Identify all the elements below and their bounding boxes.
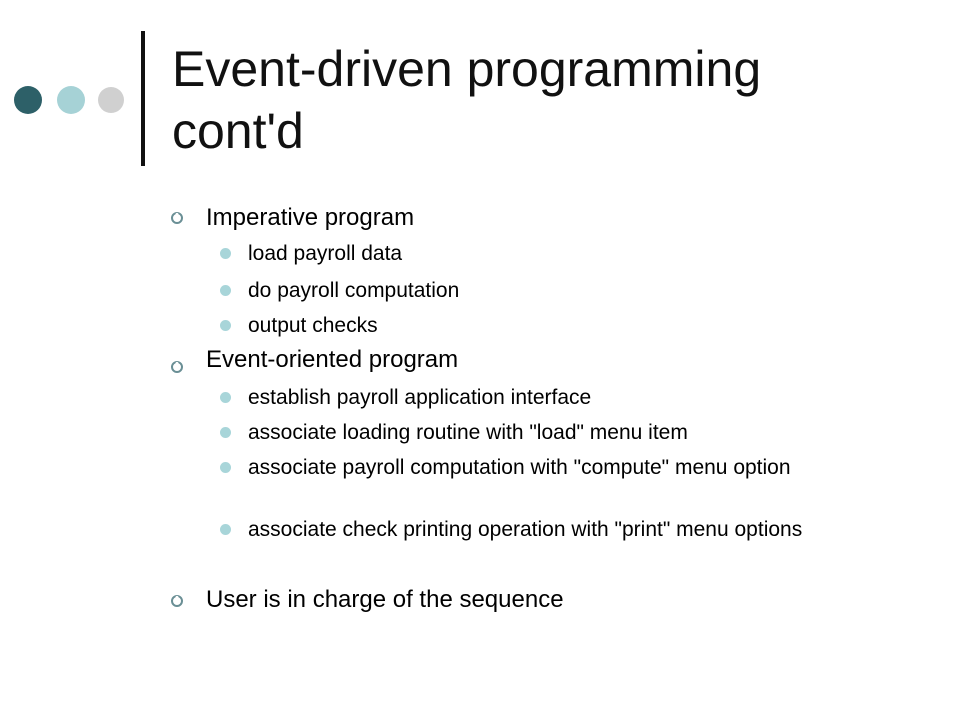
filled-bullet-icon [220,285,231,296]
filled-bullet-icon [220,524,231,535]
sub-bullet-text: output checks [248,314,378,337]
sub-bullet-text: load payroll data [248,242,403,265]
bullet-text: Event-oriented program [206,346,459,373]
outline-bullet-icon [170,211,184,225]
sub-bullet-text: associate check printing operation with "print" menu options [248,518,803,541]
slide-title-line-1: Event-driven programming [172,41,762,97]
slide-title-line-2: cont'd [172,103,304,159]
sub-bullet-text: associate payroll computation with "compute" menu option [248,456,791,479]
sub-bullet-text: establish payroll application interface [248,386,592,409]
bullet-text: Imperative program [206,204,415,231]
sub-bullet-text: associate loading routine with "load" menu item [248,421,688,444]
filled-bullet-icon [220,248,231,259]
outline-bullet-icon [170,360,184,374]
filled-bullet-icon [220,392,231,403]
filled-bullet-icon [220,320,231,331]
bullet-text: User is in charge of the sequence [206,586,564,613]
outline-bullet-icon [170,594,184,608]
filled-bullet-icon [220,427,231,438]
filled-bullet-icon [220,462,231,473]
sub-bullet-text: do payroll computation [248,279,460,302]
